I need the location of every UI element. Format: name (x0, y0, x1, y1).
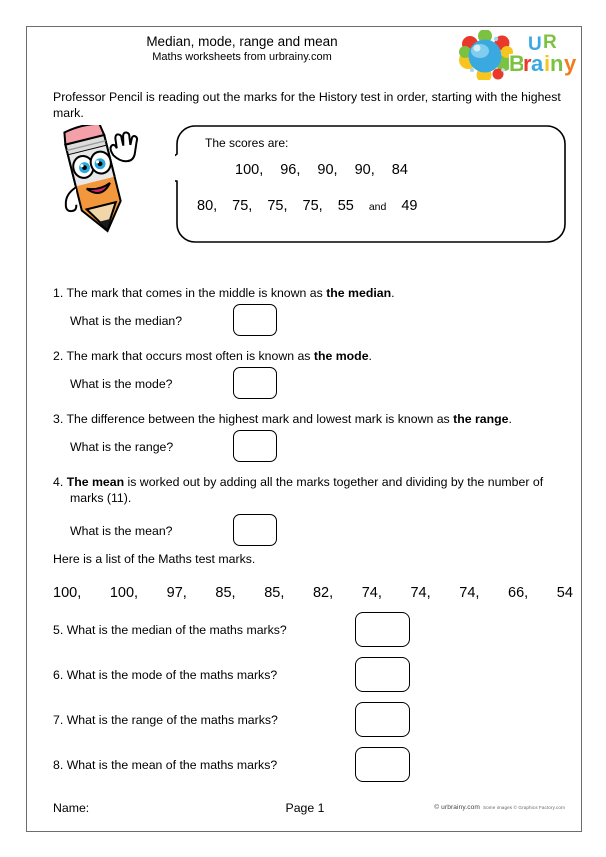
answer-box-1[interactable] (233, 304, 277, 336)
question-7-text: 7. What is the range of the maths marks? (53, 713, 278, 727)
answer-box-8[interactable] (355, 747, 410, 782)
question-2-text-pre: The mark that occurs most often is known as (66, 349, 314, 363)
answer-box-2[interactable] (233, 367, 277, 399)
question-2-term: the mode (313, 349, 369, 363)
maths-mark: 74, (410, 585, 431, 601)
svg-text:B: B (509, 51, 525, 76)
score-value: 75, (267, 198, 288, 214)
score-value: 55 (337, 198, 354, 214)
maths-marks-list (53, 585, 573, 601)
maths-mark: 100, (53, 585, 82, 601)
maths-mark: 97, (166, 585, 187, 601)
maths-mark: 54 (556, 585, 573, 601)
score-value: 49 (401, 198, 418, 214)
question-7 (53, 702, 573, 740)
question-1-text-post: . (391, 286, 395, 300)
score-value: 90, (317, 162, 338, 178)
question-4-term: The mean (66, 475, 125, 489)
score-conjunction: and (368, 201, 387, 213)
page-subtitle: Maths worksheets from urbrainy.com (152, 51, 332, 63)
question-4-number: 4. (53, 475, 64, 489)
svg-text:i: i (544, 51, 551, 76)
answer-box-6[interactable] (355, 657, 410, 692)
svg-text:a: a (531, 51, 544, 76)
page-number: Page 1 (285, 801, 325, 815)
score-value: 84 (391, 162, 408, 178)
question-3-text-post: . (508, 412, 512, 426)
question-1 (53, 285, 573, 340)
name-label: Name: (53, 801, 90, 815)
question-4 (53, 474, 573, 550)
answer-box-7[interactable] (355, 702, 410, 737)
score-value: 90, (354, 162, 375, 178)
question-4-statement (53, 474, 573, 506)
image-credit-text: Some images © Graphics Factory.com (482, 805, 565, 810)
question-3-term: the range (453, 412, 509, 426)
answer-box-3[interactable] (233, 430, 277, 462)
question-3-prompt: What is the range? (70, 440, 174, 454)
copyright-text: © urbrainy.com (434, 804, 480, 811)
score-value: 100, (235, 162, 264, 178)
question-5 (53, 612, 573, 650)
maths-mark: 82, (312, 585, 334, 601)
svg-text:y: y (564, 51, 577, 76)
question-2 (53, 348, 573, 403)
question-3-prompt-row (53, 430, 573, 466)
question-1-prompt: What is the median? (70, 314, 183, 328)
question-2-number: 2. (53, 349, 64, 363)
question-3 (53, 411, 573, 466)
maths-mark: 74, (459, 585, 480, 601)
maths-mark: 100, (109, 585, 139, 601)
question-3-text-pre: The difference between the highest mark and lowest mark is known as (66, 412, 454, 426)
question-6-text: 6. What is the mode of the maths marks? (53, 668, 278, 682)
question-5-text: 5. What is the median of the maths marks? (53, 623, 287, 637)
logo-wordmark (506, 30, 583, 78)
question-8 (53, 747, 573, 785)
title-block (27, 33, 457, 65)
question-3-statement (53, 411, 573, 427)
urbrainy-logo (456, 28, 583, 82)
question-2-prompt-row (53, 367, 573, 403)
maths-mark: 74, (361, 585, 382, 601)
score-value: 75, (232, 198, 253, 214)
worksheet-content-border (26, 26, 582, 832)
score-value: 75, (302, 198, 323, 214)
question-1-text-pre: The mark that comes in the middle is known as (66, 286, 327, 300)
question-3-number: 3. (53, 412, 64, 426)
history-scores-row-2 (197, 198, 547, 214)
copyright-notice (434, 804, 565, 811)
page-title: Median, mode, range and mean (146, 34, 338, 49)
maths-marks-intro: Here is a list of the Maths test marks. (53, 552, 256, 566)
worksheet-footer (27, 791, 583, 831)
question-1-prompt-row (53, 304, 573, 340)
question-1-term: the median (326, 286, 392, 300)
maths-mark: 66, (508, 585, 529, 601)
question-2-statement (53, 348, 573, 364)
question-4-prompt: What is the mean? (70, 524, 173, 538)
history-scores-row-1 (235, 162, 535, 178)
question-2-text-post: . (368, 349, 372, 363)
question-1-number: 1. (53, 286, 64, 300)
score-value: 80, (197, 198, 218, 214)
score-value: 96, (280, 162, 301, 178)
speech-bubble (175, 124, 567, 246)
professor-pencil-icon (33, 125, 163, 237)
scores-label: The scores are: (205, 136, 289, 150)
svg-text:n: n (550, 51, 564, 76)
worksheet-header (27, 27, 583, 83)
intro-text: Professor Pencil is reading out the marks for the History test in order, starting with the highest mark. (53, 90, 561, 120)
question-1-statement (53, 285, 573, 301)
answer-box-5[interactable] (355, 612, 410, 647)
maths-mark: 85, (215, 585, 236, 601)
svg-text:R: R (543, 32, 557, 53)
question-4-text-post: is worked out by adding all the marks together and dividing by the number of marks (11). (70, 475, 544, 505)
question-6 (53, 657, 573, 695)
question-8-text: 8. What is the mean of the maths marks? (53, 758, 278, 772)
question-4-prompt-row (53, 514, 573, 550)
svg-text:r: r (523, 51, 532, 76)
question-2-prompt: What is the mode? (70, 377, 173, 391)
maths-mark: 85, (264, 585, 285, 601)
answer-box-4[interactable] (233, 514, 277, 546)
svg-text:U: U (528, 34, 542, 55)
